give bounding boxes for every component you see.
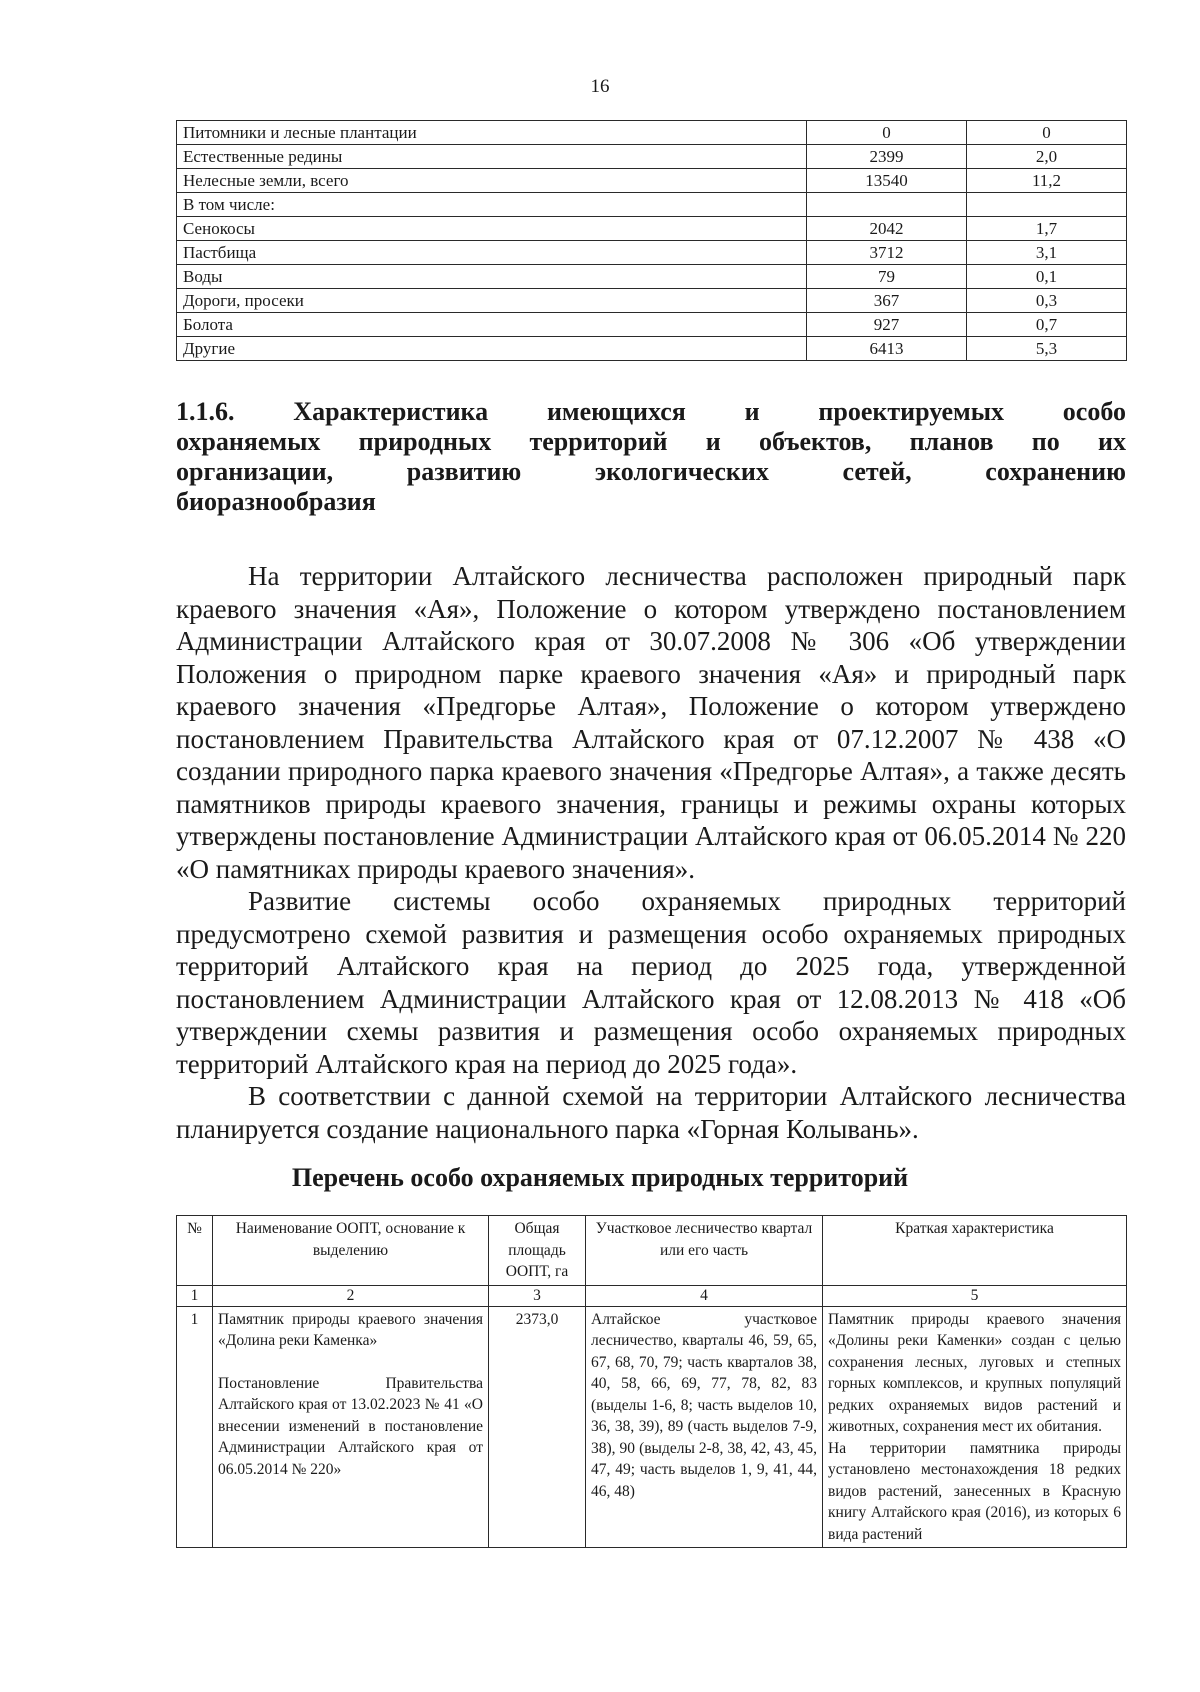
land-percent-value: 2,0	[967, 145, 1127, 169]
oopt-description-cell	[823, 1306, 1127, 1548]
table-row	[177, 145, 1127, 169]
section-heading-line: охраняемых природных территорий и объектов, планов по их	[176, 427, 1126, 456]
land-category-name: В том числе:	[177, 193, 807, 217]
column-number: 4	[586, 1285, 823, 1306]
land-category-name: Дороги, просеки	[177, 289, 807, 313]
list-title: Перечень особо охраняемых природных территорий	[291, 1163, 909, 1192]
land-area-value: 2042	[807, 217, 967, 241]
oopt-header-row	[177, 1216, 1127, 1286]
header-number: №	[177, 1216, 213, 1286]
land-area-value: 3712	[807, 241, 967, 265]
oopt-description: Памятник природы краевого значения «Долины реки Каменки» создан с целью сохранения лесных, луговых и степных горных комплексов, и крупных популяций редких охраняемых видов растений и животных, сохранения мест их обитания.	[828, 1310, 1121, 1435]
land-category-name: Нелесные земли, всего	[177, 169, 807, 193]
page-number: 16	[590, 76, 610, 97]
land-category-name: Питомники и лесные плантации	[177, 121, 807, 145]
section-heading-line: организации, развитию экологических сетей, сохранению	[176, 457, 1126, 486]
table-row	[177, 337, 1127, 361]
table-row	[177, 241, 1127, 265]
column-number: 2	[213, 1285, 489, 1306]
land-area-value: 927	[807, 313, 967, 337]
land-category-name: Другие	[177, 337, 807, 361]
column-number-row	[177, 1285, 1127, 1306]
land-category-name: Пастбища	[177, 241, 807, 265]
table-row	[177, 289, 1127, 313]
section-heading-line: биоразнообразия	[176, 487, 376, 516]
land-area-value: 0	[807, 121, 967, 145]
land-percent-value: 1,7	[967, 217, 1127, 241]
column-number: 5	[823, 1285, 1127, 1306]
table-row	[177, 1306, 1127, 1548]
land-area-value: 367	[807, 289, 967, 313]
header-name: Наименование ООПТ, основание к выделению	[213, 1216, 489, 1286]
table-row	[177, 193, 1127, 217]
paragraph: Развитие системы особо охраняемых природных территорий предусмотрено схемой развития и размещения особо охраняемых природных территорий Алтайского края на период до 2025 года, утвержденной постановлением Администрации Алтайского края от 12.08.2013 № 418 «Об утверждении схемы развития и размещения особо охраняемых природных территорий Алтайского края на период до 2025 года».	[176, 886, 1126, 1079]
paragraph: На территории Алтайского лесничества расположен природный парк краевого значения «Ая», Положение о котором утверждено постановлением Администрации Алтайского края от 30.07.2008 № 306 «Об утверждении Положения о природном парке краевого значения «Ая» и природный парк краевого значения «Предгорье Алтая», Положение о котором утверждено постановлением Правительства Алтайского края от 07.12.2007 № 438 «О создании природного парка краевого значения «Предгорье Алтая», а также десять памятников природы краевого значения, границы и режимы охраны которых утверждены постановление Администрации Алтайского края от 06.05.2014 № 220 «О памятниках природы краевого значения».	[176, 561, 1126, 884]
oopt-name-cell	[213, 1306, 489, 1548]
land-percent-value: 0	[967, 121, 1127, 145]
header-location: Участковое лесничество квартал или его часть	[586, 1216, 823, 1286]
table-row	[177, 217, 1127, 241]
section-heading	[176, 397, 1126, 517]
land-category-name: Болота	[177, 313, 807, 337]
oopt-basis: Постановление Правительства Алтайского края от 13.02.2023 № 41 «О внесении изменений в постановление Администрации Алтайского края от 06.05.2014 № 220»	[218, 1374, 483, 1478]
land-percent-value: 0,7	[967, 313, 1127, 337]
table-row	[177, 169, 1127, 193]
land-percent-value: 5,3	[967, 337, 1127, 361]
paragraph: В соответствии с данной схемой на территории Алтайского лесничества планируется создание национального парка «Горная Колывань».	[176, 1081, 1126, 1144]
land-category-name: Сенокосы	[177, 217, 807, 241]
table-row	[177, 313, 1127, 337]
land-percent-value: 0,3	[967, 289, 1127, 313]
land-category-name: Воды	[177, 265, 807, 289]
oopt-location: Алтайское участковое лесничество, кварталы 46, 59, 65, 67, 68, 70, 79; часть кварталов 38, 40, 58, 66, 69, 77, 78, 82, 83 (выделы 1-6, 8; часть выделов 10, 36, 38, 39), 89 (часть выделов 7-9, 38), 90 (выделы 2-8, 38, 42, 43, 45, 47, 49; часть выделов 1, 9, 41, 44, 46, 48)	[586, 1306, 823, 1548]
land-percent-value: 0,1	[967, 265, 1127, 289]
oopt-table	[176, 1215, 1127, 1548]
table-row	[177, 121, 1127, 145]
column-number: 1	[177, 1285, 213, 1306]
row-number: 1	[177, 1306, 213, 1548]
body-text	[176, 560, 1126, 1145]
column-number: 3	[489, 1285, 586, 1306]
land-area-value: 6413	[807, 337, 967, 361]
land-area-value	[807, 193, 967, 217]
land-area-value: 79	[807, 265, 967, 289]
land-percent-value: 3,1	[967, 241, 1127, 265]
land-percent-value	[967, 193, 1127, 217]
header-area: Общая площадь ООПТ, га	[489, 1216, 586, 1286]
oopt-description-continued: На территории памятника природы установлено местонахождения 18 редких видов растений, занесенных в Красную книгу Алтайского края (2016), из которых 6 вида растений	[828, 1439, 1121, 1543]
land-category-name: Естественные редины	[177, 145, 807, 169]
land-area-value: 2399	[807, 145, 967, 169]
oopt-name: Памятник природы краевого значения «Долина реки Каменка»	[218, 1310, 483, 1349]
land-area-value: 13540	[807, 169, 967, 193]
land-category-table	[176, 120, 1127, 361]
oopt-area: 2373,0	[489, 1306, 586, 1548]
land-percent-value: 11,2	[967, 169, 1127, 193]
section-heading-line: 1.1.6. Характеристика имеющихся и проектируемых особо	[176, 397, 1126, 426]
table-row	[177, 265, 1127, 289]
header-description: Краткая характеристика	[823, 1216, 1127, 1286]
